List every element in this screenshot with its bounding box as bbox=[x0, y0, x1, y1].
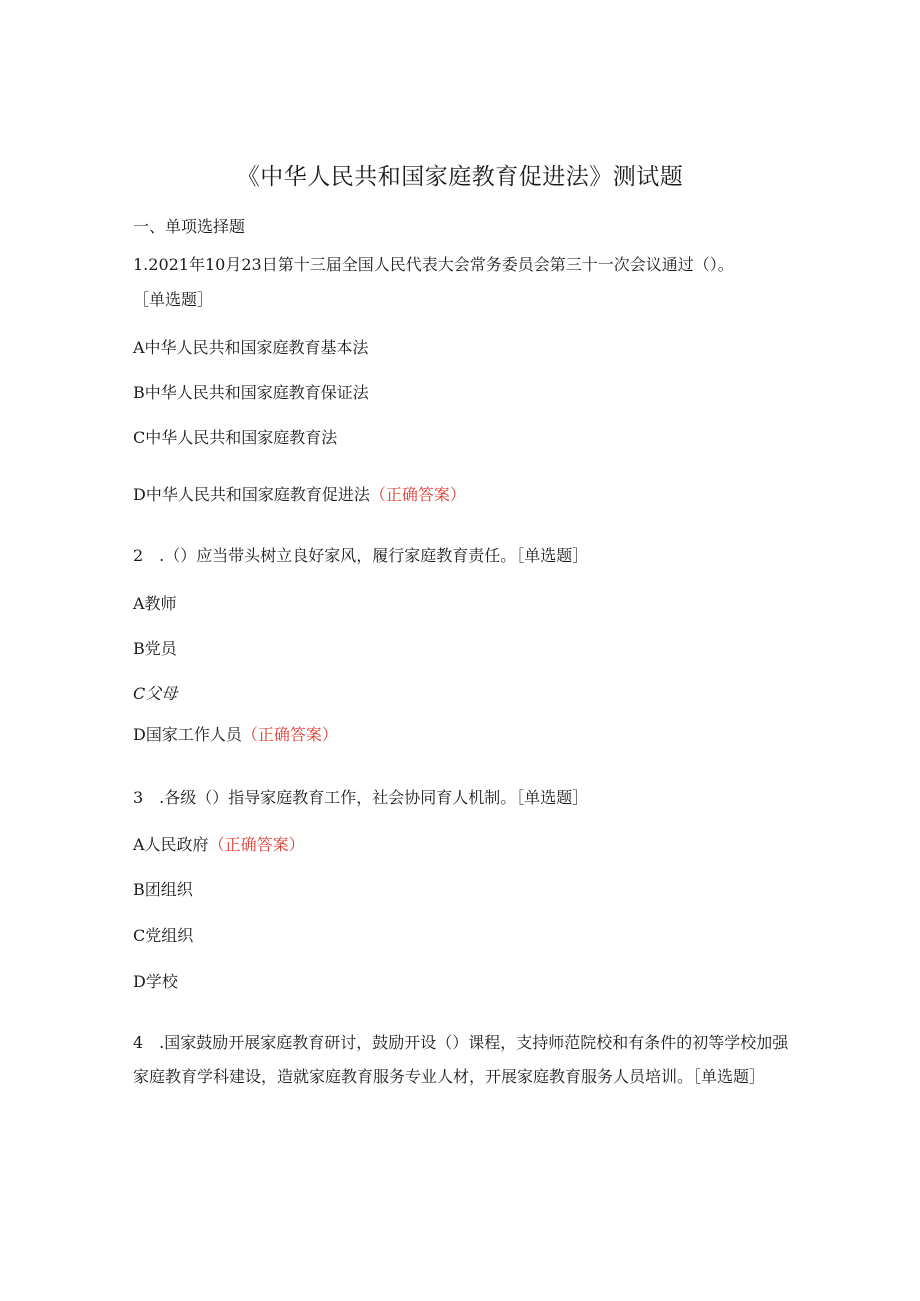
question-1-option-c: C中华人民共和国家庭教育法 bbox=[133, 428, 338, 447]
question-2-text: 2 .（）应当带头树立良好家风，履行家庭教育责任。［单选题］ bbox=[133, 546, 589, 565]
question-1-option-b: B中华人民共和国家庭教育保证法 bbox=[133, 383, 369, 402]
question-3-option-a bbox=[133, 834, 305, 856]
question-3-option-d: D学校 bbox=[133, 972, 178, 991]
question-1-text: 1.2021年10月23日第十三届全国人民代表大会常务委员会第三十一次会议通过（）。 bbox=[133, 255, 734, 274]
question-3-option-c: C党组织 bbox=[133, 926, 194, 945]
correct-answer-mark: （正确答案） bbox=[241, 725, 338, 744]
page-title: 《中华人民共和国家庭教育促进法》测试题 bbox=[236, 164, 684, 190]
question-1-option-d-text: D中华人民共和国家庭教育促进法 bbox=[133, 485, 370, 504]
question-3-option-a-text: A人民政府 bbox=[133, 835, 209, 854]
question-4-text: 4 .国家鼓励开展家庭教育研讨，鼓励开设（）课程，支持师范院校和有条件的初等学校加强家庭教育学科建设，造就家庭教育服务专业人材，开展家庭教育服务人员培训。［单选题］ bbox=[133, 1033, 789, 1086]
question-1-tag: ［单选题］ bbox=[133, 290, 214, 309]
question-2-option-d-text: D国家工作人员 bbox=[133, 725, 242, 744]
section-heading: 一、单项选择题 bbox=[133, 217, 246, 236]
correct-answer-mark: （正确答案） bbox=[208, 835, 305, 854]
question-1-option-a: A中华人民共和国家庭教育基本法 bbox=[133, 338, 369, 357]
question-1-option-d bbox=[133, 484, 466, 506]
question-2-option-d bbox=[133, 724, 338, 746]
question-2-option-a: A教师 bbox=[133, 594, 177, 613]
question-3-text: 3 .各级（）指导家庭教育工作，社会协同育人机制。［单选题］ bbox=[133, 788, 589, 807]
question-2-option-b: B党员 bbox=[133, 639, 177, 658]
question-3-option-b: B团组织 bbox=[133, 880, 193, 899]
question-2-option-c: C父母 bbox=[133, 684, 178, 703]
correct-answer-mark: （正确答案） bbox=[369, 485, 466, 504]
